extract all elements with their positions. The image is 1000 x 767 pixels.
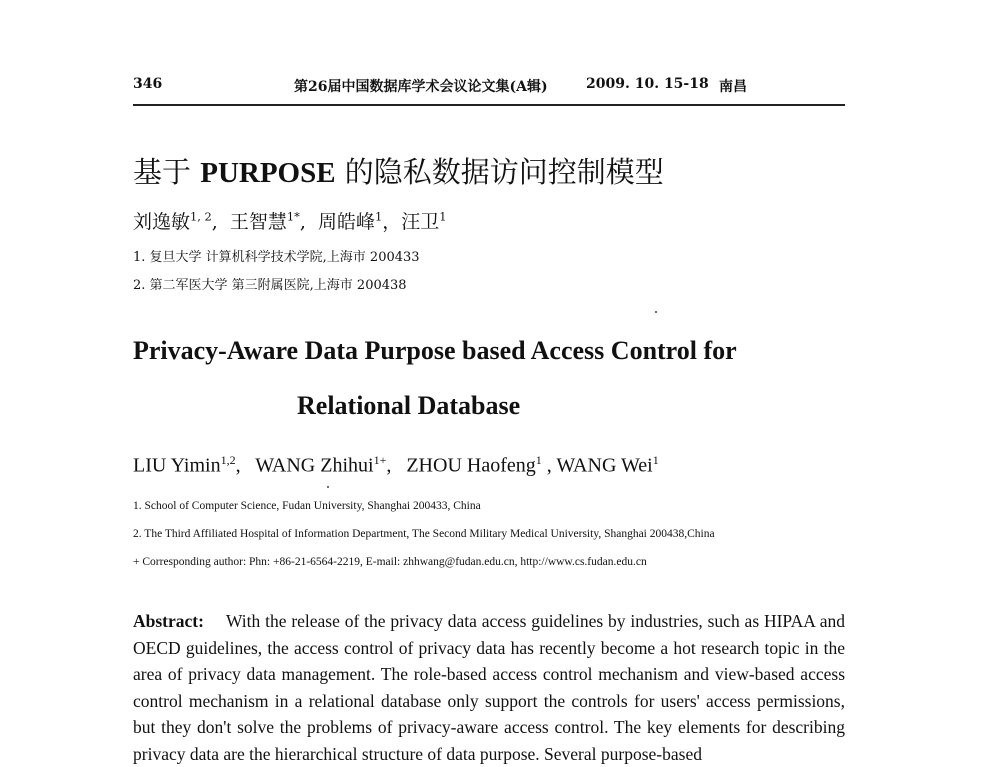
proceedings-title: 第26届中国数据库学术会议论文集(A辑) [294, 79, 548, 95]
en-title-line1: Privacy-Aware Data Purpose based Access Control for [133, 336, 737, 365]
scan-speck [327, 486, 329, 488]
cn-author-separator: , [299, 211, 318, 233]
abstract-text: With the release of the privacy data access guidelines by industries, such as HIPAA and OECD guidelines, the access control of privacy data has recently become a hot research topic in the area of privacy data management. The role-based access control mechanism and view-based access control mechanism in a relational database only support the controls for users' access permissions, but they don't solve the problems of privacy-aware access control. The key elements for describing privacy data are the hierarchical structure of data purpose. Several purpose-based [133, 611, 845, 764]
cn-author: 王智慧 [229, 211, 287, 233]
cn-author-list [133, 207, 447, 234]
cn-affiliation: 1. 复旦大学 计算机科学技术学院,上海市 200433 [133, 250, 420, 265]
en-author: LIU Yimin [133, 454, 221, 477]
en-author-sup: 1 [652, 453, 659, 467]
abstract [133, 608, 845, 767]
cn-author: 周皓峰 [317, 211, 375, 233]
cn-author: 汪卫 [401, 211, 440, 233]
en-affiliation: 1. School of Computer Science, Fudan University, Shanghai 200433, China [133, 500, 481, 512]
en-author-separator: , [541, 454, 557, 477]
conference-date: 2009. 10. 15-18 [586, 76, 709, 92]
scan-speck [655, 311, 657, 313]
en-author-sup: 1,2 [220, 453, 236, 467]
abstract-label: Abstract: [133, 611, 204, 631]
cn-author-sup: 1, 2 [190, 209, 212, 224]
cn-title-suffix: 的隐私数据访问控制模型 [344, 155, 664, 189]
en-author: WANG Wei [556, 454, 653, 477]
en-author-separator: , [386, 454, 407, 477]
page-number: 346 [133, 76, 163, 92]
en-author-sup: 1 [535, 453, 542, 467]
en-author-list [133, 453, 659, 478]
cn-title-prefix: 基于 [133, 155, 192, 189]
en-affiliation: 2. The Third Affiliated Hospital of Information Department, The Second Military Medical University, Shanghai 200438,China [133, 528, 715, 540]
en-author-sup: 1+ [373, 453, 387, 467]
cn-author: 刘逸敏 [133, 211, 191, 233]
conference-location: 南昌 [719, 79, 747, 95]
en-author-separator: , [235, 454, 256, 477]
en-author: ZHOU Haofeng [406, 454, 536, 477]
en-title-line2: Relational Database [297, 391, 521, 420]
cn-author-separator: ， [382, 211, 402, 233]
cn-author-separator: , [211, 211, 230, 233]
corresponding-author: + Corresponding author: Phn: +86-21-6564-2219, E-mail: zhhwang@fudan.edu.cn, http://www.cs.fudan.edu.cn [133, 556, 647, 568]
en-author: WANG Zhihui [255, 454, 374, 477]
cn-affiliation: 2. 第二军医大学 第三附属医院,上海市 200438 [133, 278, 407, 293]
header-rule [133, 104, 845, 106]
cn-title-keyword: PURPOSE [200, 157, 336, 189]
cn-author-sup: 1 [375, 209, 383, 224]
cn-title [133, 150, 664, 191]
cn-author-sup: 1 [439, 209, 447, 224]
cn-author-sup: 1* [286, 209, 300, 224]
